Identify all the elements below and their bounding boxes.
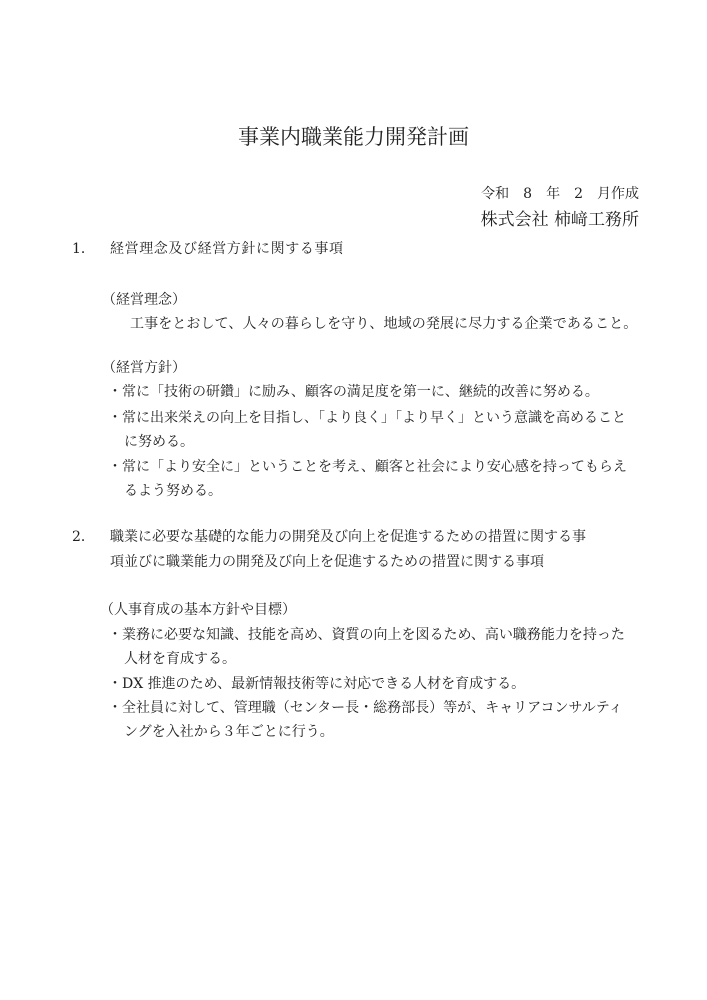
section-heading: 経営理念及び経営方針に関する事項	[110, 241, 344, 257]
hr-policy-line: ・全社員に対して、管理職（センター長・総務部長）等が、キャリアコンサルティ	[108, 700, 623, 716]
policy-label: （経営方針）	[102, 360, 186, 376]
hr-policy-line: 人材を育成する。	[124, 651, 236, 667]
document-title: 事業内職業能力開発計画	[238, 125, 469, 149]
policy-line: に努める。	[124, 434, 194, 450]
policy-line: ・常に「技術の研鑽」に励み、顧客の満足度を第一に、継続的改善に努める。	[108, 384, 599, 400]
company-name: 株式会社 柿﨑工務所	[480, 210, 639, 230]
hr-policy-line: ・業務に必要な知識、技能を高め、資質の向上を図るため、高い職務能力を持った	[108, 627, 625, 643]
policy-line: ・常に「より安全に」ということを考え、顧客と社会により安心感を持ってもらえ	[108, 459, 627, 475]
section-number: 1．	[72, 241, 95, 257]
hr-policy-line: ングを入社から３年ごとに行う。	[124, 724, 334, 740]
policy-line: るよう努める。	[124, 483, 222, 499]
creation-date: 令和 8 年 2 月作成	[481, 186, 639, 202]
section-heading: 項並びに職業能力の開発及び向上を促進するための措置に関する事項	[110, 554, 544, 570]
philosophy-label: （経営理念）	[102, 292, 186, 308]
policy-line: ・常に出来栄えの向上を目指し、「より良く」「より早く」という意識を高めること	[108, 410, 626, 426]
philosophy-text: 工事をとおして、人々の暮らしを守り、地域の発展に尽力する企業であること。	[130, 316, 638, 332]
hr-policy-label: （人事育成の基本方針や目標）	[100, 602, 296, 618]
hr-policy-line: ・DX 推進のため、最新情報技術等に対応できる人材を育成する。	[108, 676, 526, 692]
section-number: 2．	[72, 529, 95, 545]
section-heading: 職業に必要な基礎的な能力の開発及び向上を促進するための措置に関する事	[110, 529, 586, 545]
